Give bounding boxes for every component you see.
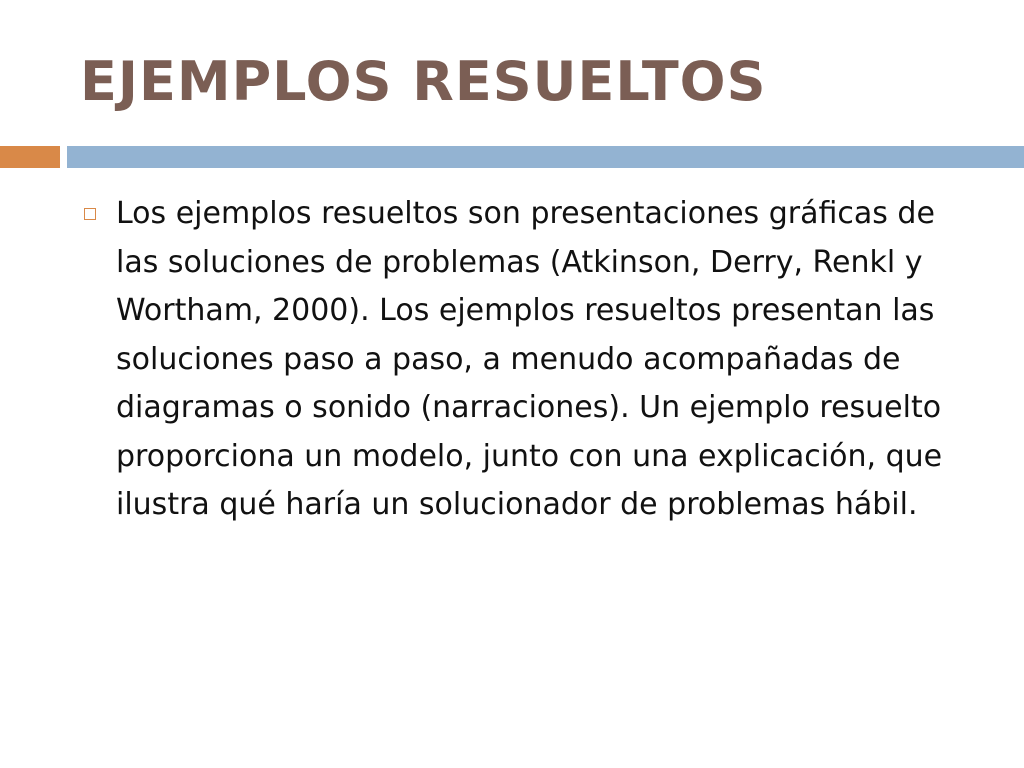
accent-bar-blue xyxy=(67,146,1024,168)
slide-title: EJEMPLOS RESUELTOS xyxy=(80,50,767,113)
bullet-item xyxy=(80,190,980,530)
bullet-text: Los ejemplos resueltos son presentaciones gráficas de las soluciones de problemas (Atkinson, Derry, Renkl y Wortham, 2000). Los ejemplos resueltos presentan las soluciones paso a paso, a menudo acompañadas de diagramas o sonido (narraciones). Un ejemplo resuelto proporciona un modelo, junto con una explicación, que ilustra qué haría un solucionador de problemas hábil. xyxy=(116,196,943,522)
square-outline-bullet-icon xyxy=(84,208,96,220)
accent-bar-orange xyxy=(0,146,60,168)
